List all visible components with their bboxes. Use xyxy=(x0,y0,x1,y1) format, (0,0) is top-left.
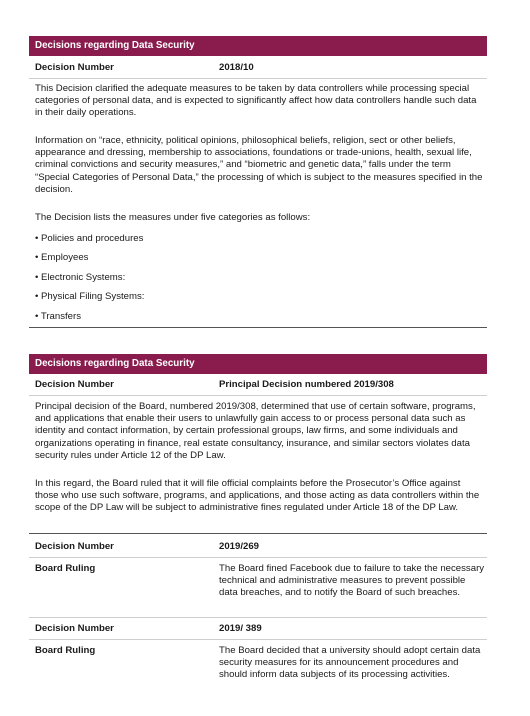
board-ruling-label: Board Ruling xyxy=(35,645,96,656)
divider xyxy=(29,557,487,558)
paragraph: The Decision lists the measures under five categories as follows: xyxy=(35,212,311,223)
bullet-item: • Electronic Systems: xyxy=(35,272,126,283)
divider xyxy=(29,617,487,618)
bullet-item: • Physical Filing Systems: xyxy=(35,291,145,302)
divider xyxy=(29,78,487,79)
board-ruling-text: The Board fined Facebook due to failure to take the necessary technical and administrative measures to prevent possible data breaches, and to notify the Board of such breaches. xyxy=(219,563,485,599)
section-header: Decisions regarding Data Security xyxy=(29,36,487,56)
board-ruling-label: Board Ruling xyxy=(35,563,96,574)
board-ruling-text: The Board decided that a university should adopt certain data security measures for its announcement procedures and should inform data subjects of its processing activities. xyxy=(219,645,481,681)
divider xyxy=(29,395,487,396)
bullet-item: • Transfers xyxy=(35,311,82,322)
divider xyxy=(29,639,487,640)
decision-number-value: 2019/ 389 xyxy=(219,623,262,634)
decision-number-value: Principal Decision numbered 2019/308 xyxy=(219,379,394,390)
decision-number-label: Decision Number xyxy=(35,62,114,73)
section-header: Decisions regarding Data Security xyxy=(29,354,487,374)
paragraph: Principal decision of the Board, numbered 2019/308, determined that use of certain software, programs, and applications that enable their users to unlawfully gain access to or process personal data such as identity and contact information, by certain professional groups, law firms, and some individuals and organizations operating in finance, real estate consultancy, insurance, and similar sectors violates data security rules under Article 12 of the DP Law. xyxy=(35,401,476,461)
paragraph: In this regard, the Board ruled that it will file official complaints before the Prosecutor’s Office against those who use such software, programs, and applications, and those acting as data controllers within the scope of the DP Law will be subject to administrative fines regulated under Article 18 of the DP Law. xyxy=(35,478,480,514)
decision-number-label: Decision Number xyxy=(35,623,114,634)
bullet-item: • Policies and procedures xyxy=(35,233,144,244)
paragraph: This Decision clarified the adequate measures to be taken by data controllers while processing special categories of personal data, and is expected to significantly affect how data controllers handle such data in their daily operations. xyxy=(35,83,477,119)
decision-number-value: 2019/269 xyxy=(219,541,260,552)
bullet-item: • Employees xyxy=(35,252,89,263)
paragraph: Information on “race, ethnicity, political opinions, philosophical beliefs, religion, sect or other beliefs, appearance and dressing, membership to associations, foundations or trade-unions, health, sexual life, criminal convictions and security measures,” and “biometric and genetic data,” falls under the term “Special Categories of Personal Data,” the processing of which is subject to the measures specified in the decision. xyxy=(35,135,483,195)
decision-number-label: Decision Number xyxy=(35,541,114,552)
decision-number-value: 2018/10 xyxy=(219,62,254,73)
section-divider xyxy=(29,327,487,328)
decision-number-label: Decision Number xyxy=(35,379,114,390)
section-divider xyxy=(29,533,487,534)
